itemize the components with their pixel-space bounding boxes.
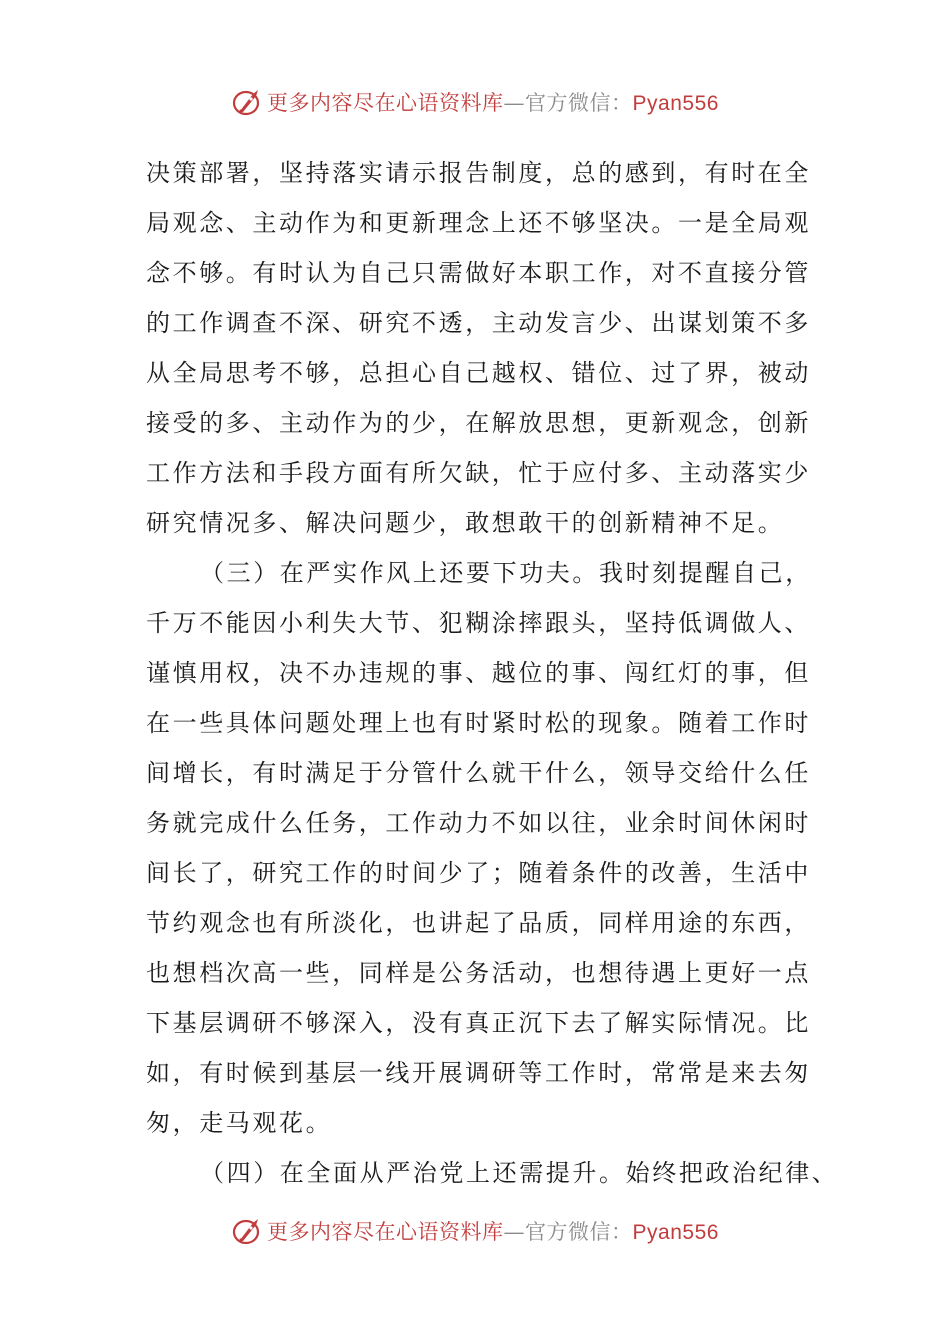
text-line: 务就完成什么任务，工作动力不如以往，业余时间休闲时 — [146, 809, 811, 837]
text-line: 间增长，有时满足于分管什么就干什么，领导交给什么任 — [146, 759, 811, 787]
wechat-id: Pyan556 — [632, 92, 719, 115]
pen-nib-circle-icon — [231, 85, 265, 119]
text-line: 的工作调查不深、研究不透，主动发言少、出谋划策不多 — [146, 309, 811, 337]
text-line: 研究情况多、解决问题少，敢想敢干的创新精神不足。 — [146, 509, 785, 537]
text-line: 从全局思考不够，总担心自己越权、错位、过了界，被动 — [146, 359, 811, 387]
wechat-prefix: 官方微信： — [525, 91, 633, 115]
text-line: 念不够。有时认为自己只需做好本职工作，对不直接分管 — [146, 259, 811, 287]
text-line: 节约观念也有所淡化，也讲起了品质，同样用途的东西， — [146, 909, 811, 937]
text-line: 局观念、主动作为和更新理念上还不够坚决。一是全局观 — [146, 209, 811, 237]
header-banner — [0, 82, 950, 122]
banner-dash: — — [503, 1220, 526, 1244]
text-line: （三）在严实作风上还要下功夫。我时刻提醒自己， — [200, 559, 812, 587]
text-line: 匆，走马观花。 — [146, 1109, 333, 1137]
text-line: 千万不能因小利失大节、犯糊涂摔跟头，坚持低调做人、 — [146, 609, 811, 637]
text-line: 如，有时候到基层一线开展调研等工作时，常常是来去匆 — [146, 1059, 811, 1087]
wechat-prefix: 官方微信： — [525, 1220, 633, 1244]
banner-dash: — — [503, 91, 526, 115]
text-line: 在一些具体问题处理上也有时紧时松的现象。随着工作时 — [146, 709, 811, 737]
brand-text: 更多内容尽在心语资料库 — [267, 1220, 504, 1244]
document-body — [146, 148, 839, 1198]
text-line: 工作方法和手段方面有所欠缺，忙于应付多、主动落实少 — [146, 459, 811, 487]
text-line: 谨慎用权，决不办违规的事、越位的事、闯红灯的事，但 — [146, 659, 811, 687]
pen-nib-circle-icon — [231, 1214, 265, 1248]
footer-banner-text — [267, 1216, 719, 1246]
text-line: 间长了，研究工作的时间少了；随着条件的改善，生活中 — [146, 859, 811, 887]
text-line: 也想档次高一些，同样是公务活动，也想待遇上更好一点 — [146, 959, 811, 987]
text-line: 决策部署，坚持落实请示报告制度，总的感到，有时在全 — [146, 159, 811, 187]
footer-banner — [0, 1211, 950, 1251]
brand-text: 更多内容尽在心语资料库 — [267, 91, 504, 115]
text-line: 下基层调研不够深入，没有真正沉下去了解实际情况。比 — [146, 1009, 811, 1037]
text-line: （四）在全面从严治党上还需提升。始终把政治纪律、 — [200, 1159, 839, 1187]
header-banner-text — [267, 87, 719, 117]
wechat-id: Pyan556 — [632, 1221, 719, 1244]
text-line: 接受的多、主动作为的少，在解放思想，更新观念，创新 — [146, 409, 811, 437]
